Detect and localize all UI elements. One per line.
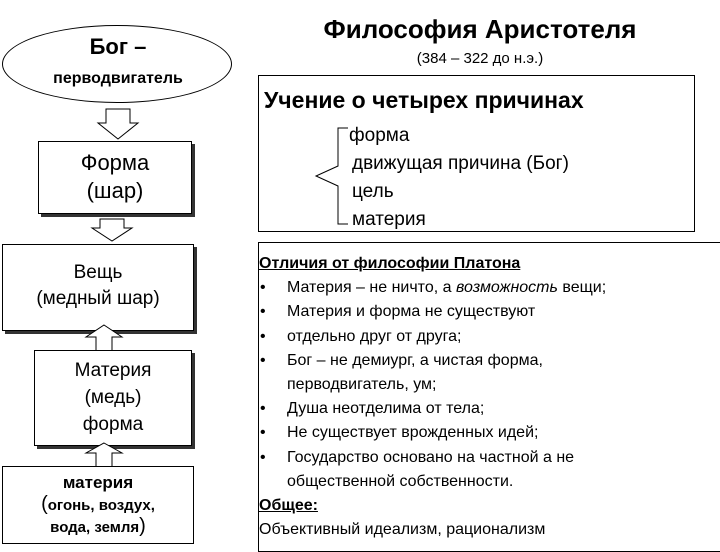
- cause-item: материя: [352, 209, 426, 230]
- matter-box: [34, 350, 192, 446]
- brace-icon: [312, 126, 352, 226]
- difference-item-continued: общественной собственности.: [287, 472, 514, 490]
- thing-example-label: (медный шар): [36, 288, 160, 309]
- causes-heading: Учение о четырех причинах: [264, 87, 584, 113]
- differences-heading: Отличия от философии Платона: [259, 255, 521, 272]
- cause-item: движущая причина (Бог): [352, 153, 569, 174]
- common-heading: Общее:: [259, 497, 318, 515]
- form-box: [38, 141, 192, 214]
- difference-item: • Душа неотделима от тела;: [259, 397, 606, 421]
- thing-label: Вещь: [73, 262, 123, 283]
- up-arrow-icon: [84, 324, 124, 352]
- form-shape-label: (шар): [86, 178, 144, 203]
- down-arrow-icon: [96, 108, 140, 140]
- up-arrow-icon: [84, 442, 124, 468]
- down-arrow-icon: [90, 218, 134, 242]
- lifespan-dates: (384 – 322 до н.э.): [416, 50, 544, 67]
- prime-mover-label: перводвигатель: [53, 70, 183, 87]
- cause-item: форма: [349, 125, 410, 146]
- difference-item: • Не существует врожденных идей;: [259, 421, 606, 445]
- elements-line-1: огонь, воздух,: [47, 497, 155, 514]
- cause-item: цель: [352, 181, 394, 202]
- differences-section: [259, 252, 606, 542]
- matter-form-label: форма: [82, 414, 144, 435]
- elements-line-2: вода, земля: [50, 519, 140, 536]
- elements-box: материя (огонь, воздух, вода, земля): [2, 466, 194, 544]
- matter-label: Материя: [74, 360, 152, 381]
- page-title: Философия Аристотеля: [323, 14, 637, 44]
- difference-item: • Материя и форма не существуют: [259, 300, 606, 324]
- difference-item: • Материя – не ничто, а возможность вещи;: [259, 276, 606, 300]
- thing-box: [2, 244, 194, 331]
- difference-item: • Бог – не демиург, а чистая форма,: [259, 349, 606, 373]
- matter-example-label: (медь): [84, 387, 142, 408]
- causes-list: [349, 122, 569, 234]
- base-matter-label: материя: [62, 473, 134, 492]
- common-text: Объективный идеализм, рационализм: [259, 521, 546, 539]
- form-label: Форма: [80, 150, 150, 175]
- god-label: Бог –: [89, 34, 147, 59]
- difference-item-continued: перводвигатель, ум;: [287, 376, 437, 394]
- difference-item: • отдельно друг от друга;: [259, 325, 606, 349]
- difference-item: • Государство основано на частной а не: [259, 446, 606, 470]
